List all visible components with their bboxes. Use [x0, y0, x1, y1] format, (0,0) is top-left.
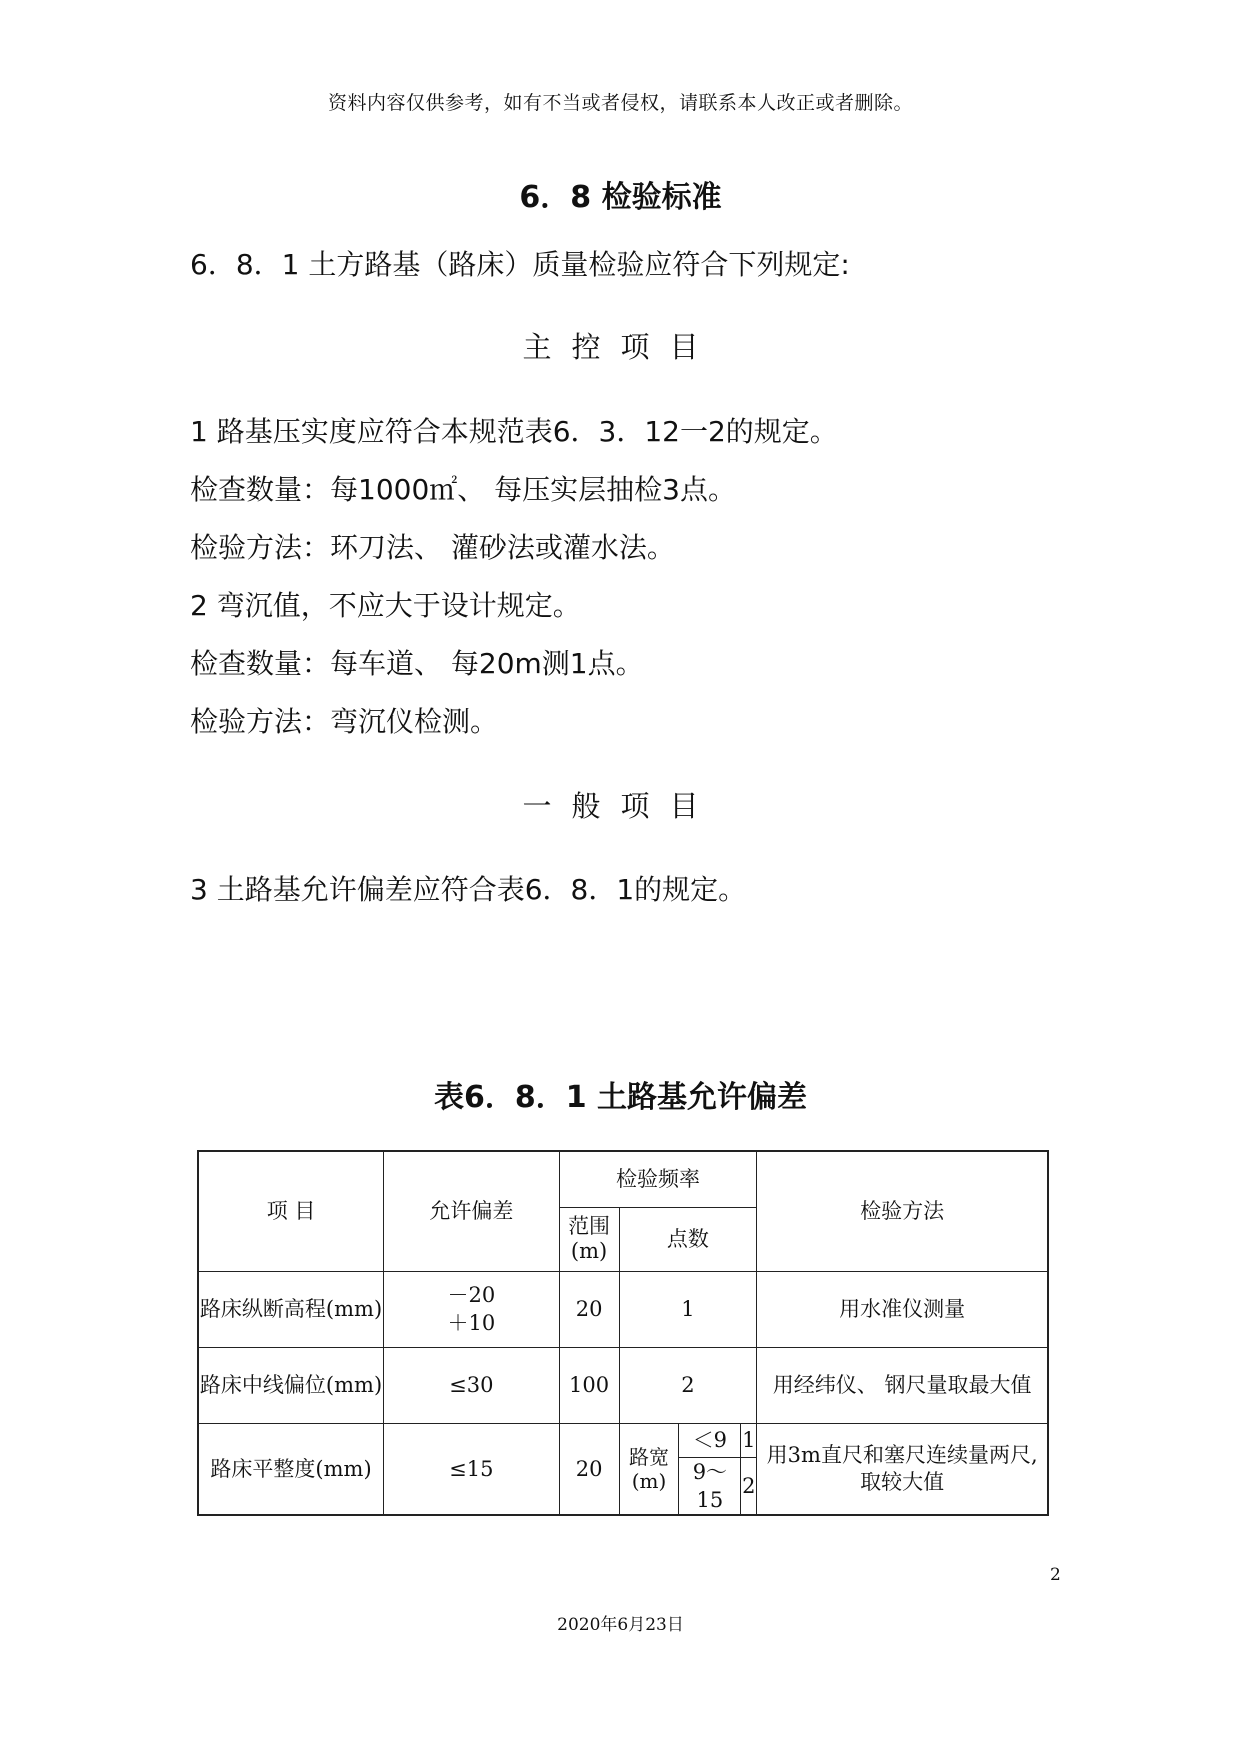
- header-range: 范围(m): [559, 1207, 619, 1271]
- row-points: 1: [619, 1271, 757, 1347]
- row-item: 路床中线偏位(mm): [198, 1347, 384, 1423]
- header-tolerance: 允许偏差: [384, 1151, 560, 1271]
- tolerance-upper: ＋10: [447, 1311, 496, 1335]
- tolerance-lower: －20: [447, 1282, 496, 1307]
- row-method: 用3m直尺和塞尺连续量两尺, 取较大值: [757, 1423, 1048, 1515]
- general-item-line: 3 土路基允许偏差应符合表6．8．1的规定。: [190, 873, 747, 906]
- header-item: 项 目: [198, 1151, 384, 1271]
- main-item-line: 2 弯沉值，不应大于设计规定。: [190, 589, 581, 622]
- row-item: 路床纵断高程(mm): [198, 1271, 384, 1347]
- row-width-label: 路宽(m): [619, 1423, 679, 1515]
- footer-date: 2020年6月23日: [557, 1615, 684, 1635]
- main-item-line: 检查数量：每车道、 每20m测1点。: [190, 647, 644, 680]
- general-items-heading: 一般项目: [522, 789, 719, 823]
- row-tolerance: ≤15: [384, 1423, 560, 1515]
- row-tolerance: [384, 1271, 560, 1347]
- sub-value: 1: [741, 1423, 757, 1457]
- main-item-line: 检验方法：环刀法、 灌砂法或灌水法。: [190, 531, 675, 564]
- row-points: 2: [619, 1347, 757, 1423]
- header-frequency: 检验频率: [559, 1151, 757, 1207]
- row-method: 用经纬仪、 钢尺量取最大值: [757, 1347, 1048, 1423]
- row-method: 用水准仪测量: [757, 1271, 1048, 1347]
- tolerance-table: [197, 1150, 1049, 1516]
- header-method: 检验方法: [757, 1151, 1048, 1271]
- row-tolerance: ≤30: [384, 1347, 560, 1423]
- main-item-line: 检验方法：弯沉仪检测。: [190, 705, 499, 738]
- header-note: 资料内容仅供参考，如有不当或者侵权，请联系本人改正或者删除。: [327, 92, 913, 114]
- section-title: 6．8 检验标准: [519, 180, 722, 215]
- main-item-line: 检查数量：每1000㎡、 每压实层抽检3点。: [190, 473, 736, 506]
- sub-condition: ＜9: [679, 1423, 741, 1457]
- page-number: 2: [1050, 1565, 1061, 1585]
- row-range: 20: [559, 1423, 619, 1515]
- table-row: [198, 1271, 1048, 1347]
- row-item: 路床平整度(mm): [198, 1423, 384, 1515]
- subsection-heading: 6．8．1 土方路基（路床）质量检验应符合下列规定:: [190, 248, 850, 281]
- main-item-line: 1 路基压实度应符合本规范表6．3．12一2的规定。: [190, 415, 838, 448]
- sub-condition: 9～15: [679, 1457, 741, 1515]
- main-items-heading: 主控项目: [522, 330, 719, 364]
- table-title: 表6．8．1 土路基允许偏差: [433, 1080, 808, 1115]
- row-range: 20: [559, 1271, 619, 1347]
- header-points: 点数: [619, 1207, 757, 1271]
- row-range: 100: [559, 1347, 619, 1423]
- table-row: [198, 1423, 1048, 1457]
- sub-value: 2: [741, 1457, 757, 1515]
- table-row: [198, 1347, 1048, 1423]
